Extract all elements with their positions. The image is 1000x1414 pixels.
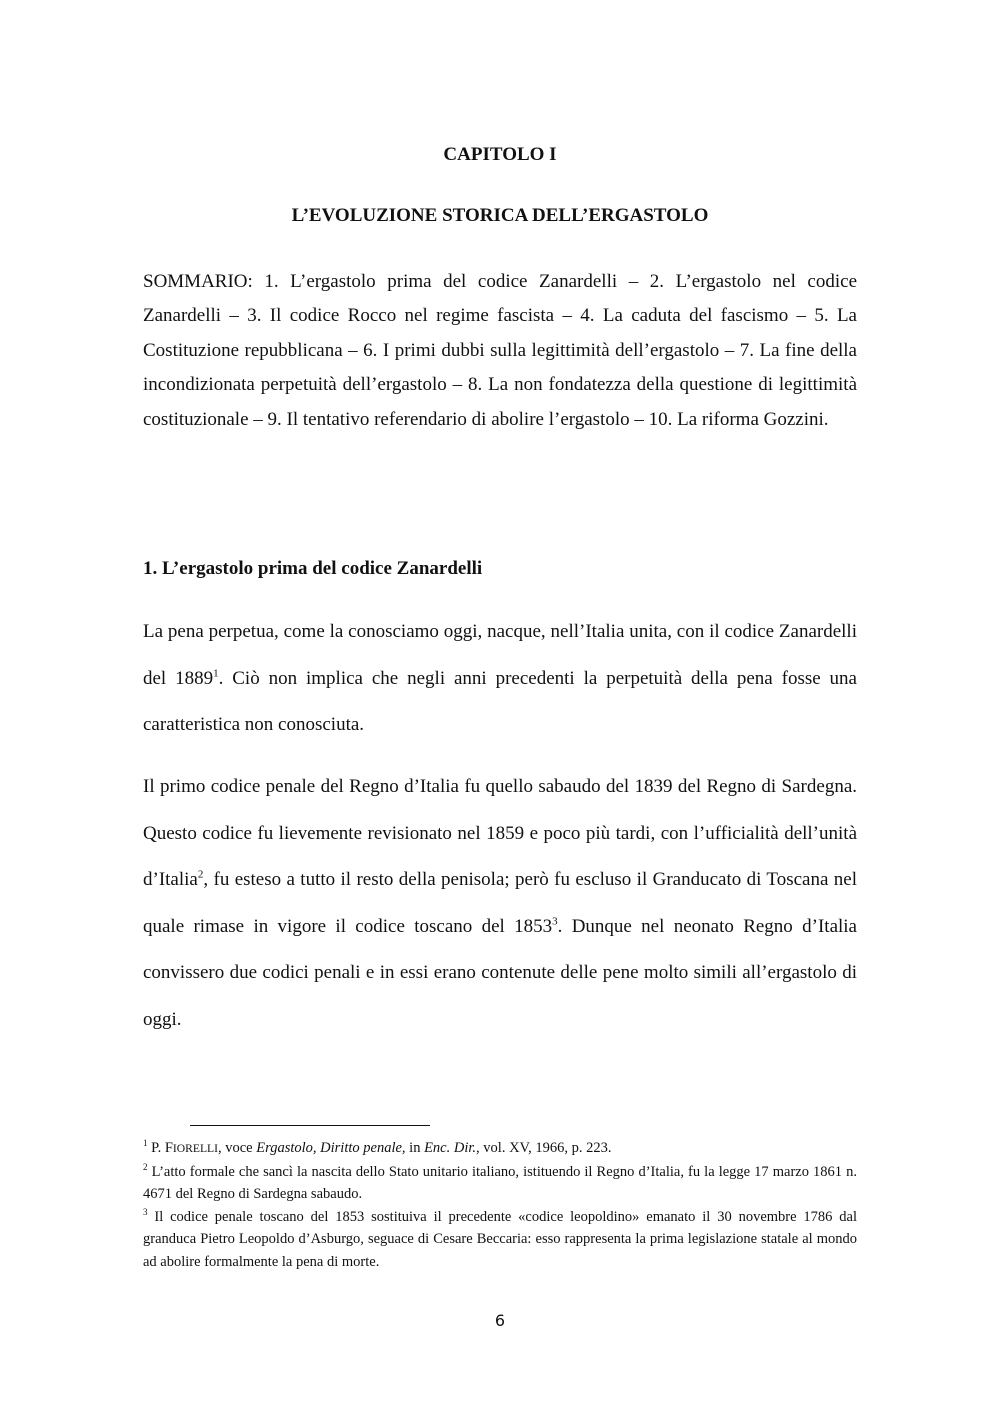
footnote-1 xyxy=(143,1137,857,1161)
footnote-text: Il codice penale toscano del 1853 sostituiva il precedente «codice leopoldino» emanato il 30 novembre 1786 dal granduca Pietro Leopoldo d’Asburgo, seguace di Cesare Beccaria: esso rappresenta la prima legislazione statale al mondo ad abolire formalmente la pena di morte. xyxy=(143,1208,858,1270)
footnote-author: P. F xyxy=(151,1140,173,1156)
footnote-separator xyxy=(190,1125,430,1126)
footnote-field: Diritto penale, xyxy=(320,1140,406,1156)
footnote-text: L’atto formale che sancì la nascita dello Stato unitario italiano, istituendo il Regno d’Italia, fu la legge 17 marzo 1861 n. 4671 del Regno di Sardegna sabaudo. xyxy=(143,1163,857,1202)
footnote-work-title: Ergastolo xyxy=(256,1140,313,1156)
chapter-title: L’EVOLUZIONE STORICA DELL’ERGASTOLO xyxy=(291,205,709,226)
body-paragraph-1 xyxy=(143,609,857,749)
footnote-ref-2[interactable]: 2 xyxy=(197,868,204,881)
paragraph-text: . Ciò non implica che negli anni precedenti la perpetuità della pena fosse una caratteristica non conosciuta. xyxy=(143,667,857,735)
paragraph-text: . Dunque nel neonato Regno d’Italia convissero due codici penali e in essi erano contenute delle pene molto simili all’ergastolo di oggi. xyxy=(143,915,857,1030)
paragraph-text: , fu esteso a tutto il resto della penisola; però fu escluso il Granducato di Toscana nel quale rimase in vigore il codice toscano del 1853 xyxy=(143,869,857,937)
footnotes xyxy=(143,1137,857,1273)
footnote-journal: Enc. Dir. xyxy=(424,1140,477,1156)
footnote-2 xyxy=(143,1161,857,1206)
footnote-text: , vol. XV, 1966, p. 223. xyxy=(476,1140,612,1156)
footnote-author-smallcaps: IORELLI xyxy=(172,1142,218,1155)
paragraph-text: La pena perpetua, come la conosciamo oggi, nacque, nell’Italia unita, con il codice Zanardelli del 1889 xyxy=(143,621,857,689)
paragraph-text: Il primo codice penale del Regno d’Italia fu quello sabaudo del 1839 del Regno di Sardegna. Questo codice fu lievemente revisionato nel 1859 e poco più tardi, con l’ufficialità dell’unità d’Italia xyxy=(143,776,857,890)
footnote-3 xyxy=(143,1206,857,1274)
footnote-marker: 2 xyxy=(143,1161,148,1172)
footnote-text: in xyxy=(405,1140,425,1156)
chapter-number: CAPITOLO I xyxy=(443,144,557,165)
footnote-marker: 1 xyxy=(143,1138,148,1149)
chapter-summary: SOMMARIO: 1. L’ergastolo prima del codice Zanardelli – 2. L’ergastolo nel codice Zanardelli – 3. Il codice Rocco nel regime fascista – 4. La caduta del fascismo – 5. La Costituzione repubblicana – 6. I primi dubbi sulla legittimità dell’ergastolo – 7. La fine della incondizionata perpetuità dell’ergastolo – 8. La non fondatezza della questione di legittimità costituzionale – 9. Il tentativo referendario di abolire l’ergastolo – 10. La riforma Gozzini. xyxy=(143,271,857,430)
footnote-ref-3[interactable]: 3 xyxy=(552,915,558,928)
footnote-text: , voce xyxy=(217,1140,257,1156)
footnote-ref-1[interactable]: 1 xyxy=(213,667,219,680)
section-heading: 1. L’ergastolo prima del codice Zanardelli xyxy=(143,558,483,579)
body-paragraph-2 xyxy=(143,764,857,1043)
page-number: 6 xyxy=(494,1311,506,1330)
footnote-text: , xyxy=(312,1140,321,1156)
footnote-marker: 3 xyxy=(143,1206,148,1217)
